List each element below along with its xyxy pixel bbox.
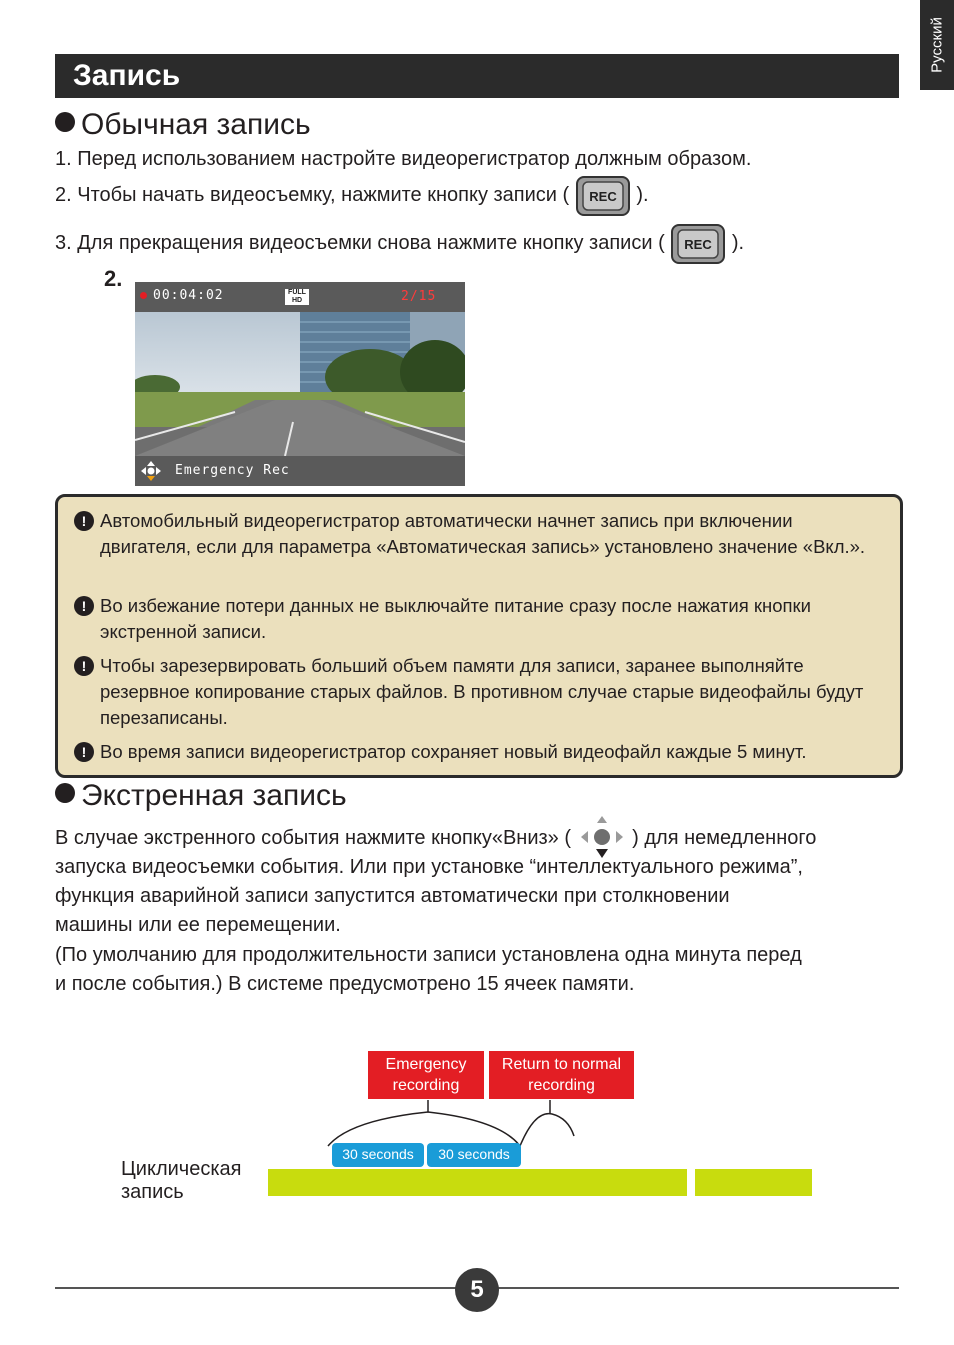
emergency-p1-start: В случае экстренного события нажмите кнопку«Вниз» ( [55, 827, 572, 849]
warning-text: Во время записи видеорегистратор сохраняет новый видеофайл каждые 5 минут. [100, 741, 807, 762]
fullhd-icon: FULL HD [285, 289, 309, 305]
file-counter: 2/15 [401, 289, 437, 304]
emergency-p1-line2: запуска видеосъемки события. Или при установке “интеллектуального режима”, [55, 856, 803, 878]
bullet-icon [55, 112, 75, 132]
emergency-p2-line2: и после события.) В системе предусмотрено 15 ячеек памяти. [55, 973, 635, 995]
step-2-end: ). [636, 184, 649, 206]
step-2 [55, 174, 649, 217]
emergency-tag-line2: recording [392, 1077, 460, 1094]
return-tag-line1: Return to normal [501, 1056, 622, 1073]
exclamation-icon: ! [74, 596, 94, 616]
exclamation-icon: ! [74, 656, 94, 676]
emergency-p2-line1: (По умолчанию для продолжительности записи установлена одна минута перед [55, 944, 802, 966]
step-3-end: ). [731, 232, 745, 254]
loop-recording-bar-1 [268, 1169, 687, 1196]
emergency-recording-tag [368, 1051, 484, 1099]
segment-tab-1: 30 seconds [332, 1143, 424, 1167]
step-1: 1. Перед использованием настройте видеорегистратор должным образом. [55, 148, 752, 170]
normal-recording-title: Обычная запись [81, 108, 311, 141]
section-header [55, 54, 899, 98]
loop-label-line2: запись [121, 1181, 184, 1203]
camera-bottom-bar [135, 456, 465, 486]
page-title: Запись [73, 59, 181, 92]
warning-item [74, 593, 874, 645]
rec-label: REC [684, 236, 713, 252]
warning-text: Во избежание потери данных не выключайте питание сразу после нажатия кнопки экстренной записи. [100, 595, 811, 642]
warning-item [74, 739, 874, 765]
recording-time: 00:04:02 [153, 288, 224, 303]
emergency-p1-line3: функция аварийной записи запустится автоматически при столкновении [55, 885, 730, 907]
emergency-recording-heading [55, 779, 347, 813]
warning-text: Чтобы зарезервировать больший объем памяти для записи, заранее выполняйте резервное копирование старых файлов. В противном случае старые видеофайлы будут перезаписаны. [100, 655, 864, 728]
emergency-paragraph-1 [55, 824, 905, 940]
page-number: 5 [455, 1268, 499, 1312]
figure-label: 2. [104, 266, 123, 291]
bullet-icon [55, 783, 75, 803]
emergency-paragraph-2 [55, 941, 802, 999]
language-tab [920, 0, 954, 90]
camera-screenshot [135, 282, 465, 486]
return-recording-tag [489, 1051, 634, 1099]
rec-label: REC [589, 188, 617, 204]
loop-recording-label [121, 1158, 241, 1204]
language-label: Русский [928, 17, 946, 73]
step-2-text: 2. Чтобы начать видеосъемку, нажмите кнопку записи ( [55, 184, 570, 206]
emergency-rec-label: Emergency Rec [175, 463, 290, 478]
segment-tab-2: 30 seconds [427, 1143, 521, 1167]
warning-text: Автомобильный видеорегистратор автоматически начнет запись при включении двигателя, если для параметра «Автоматическая запись» установлено значение «Вкл.». [100, 510, 866, 557]
emergency-tag-line1: Emergency [385, 1056, 467, 1073]
return-tag-line2: recording [528, 1077, 595, 1094]
normal-recording-heading [55, 108, 311, 142]
step-3-text: 3. Для прекращения видеосъемки снова нажмите кнопку записи ( [55, 232, 665, 254]
loop-label-line1: Циклическая [121, 1158, 242, 1180]
emergency-recording-title: Экстренная запись [81, 779, 347, 812]
emergency-p1-end: ) для немедленного [632, 827, 817, 849]
step-3 [55, 222, 744, 265]
warning-item [74, 653, 874, 731]
exclamation-icon: ! [74, 511, 94, 531]
dpad-icon [140, 460, 162, 482]
loop-recording-bar-2 [695, 1169, 812, 1196]
camera-status-bar [135, 282, 465, 312]
warning-box [55, 494, 903, 778]
exclamation-icon: ! [74, 742, 94, 762]
rec-button-icon [575, 175, 631, 217]
recording-indicator-icon [140, 292, 147, 299]
emergency-p1-line4: машины или ее перемещении. [55, 914, 341, 936]
warning-item [74, 508, 874, 560]
rec-button-icon [670, 223, 726, 265]
